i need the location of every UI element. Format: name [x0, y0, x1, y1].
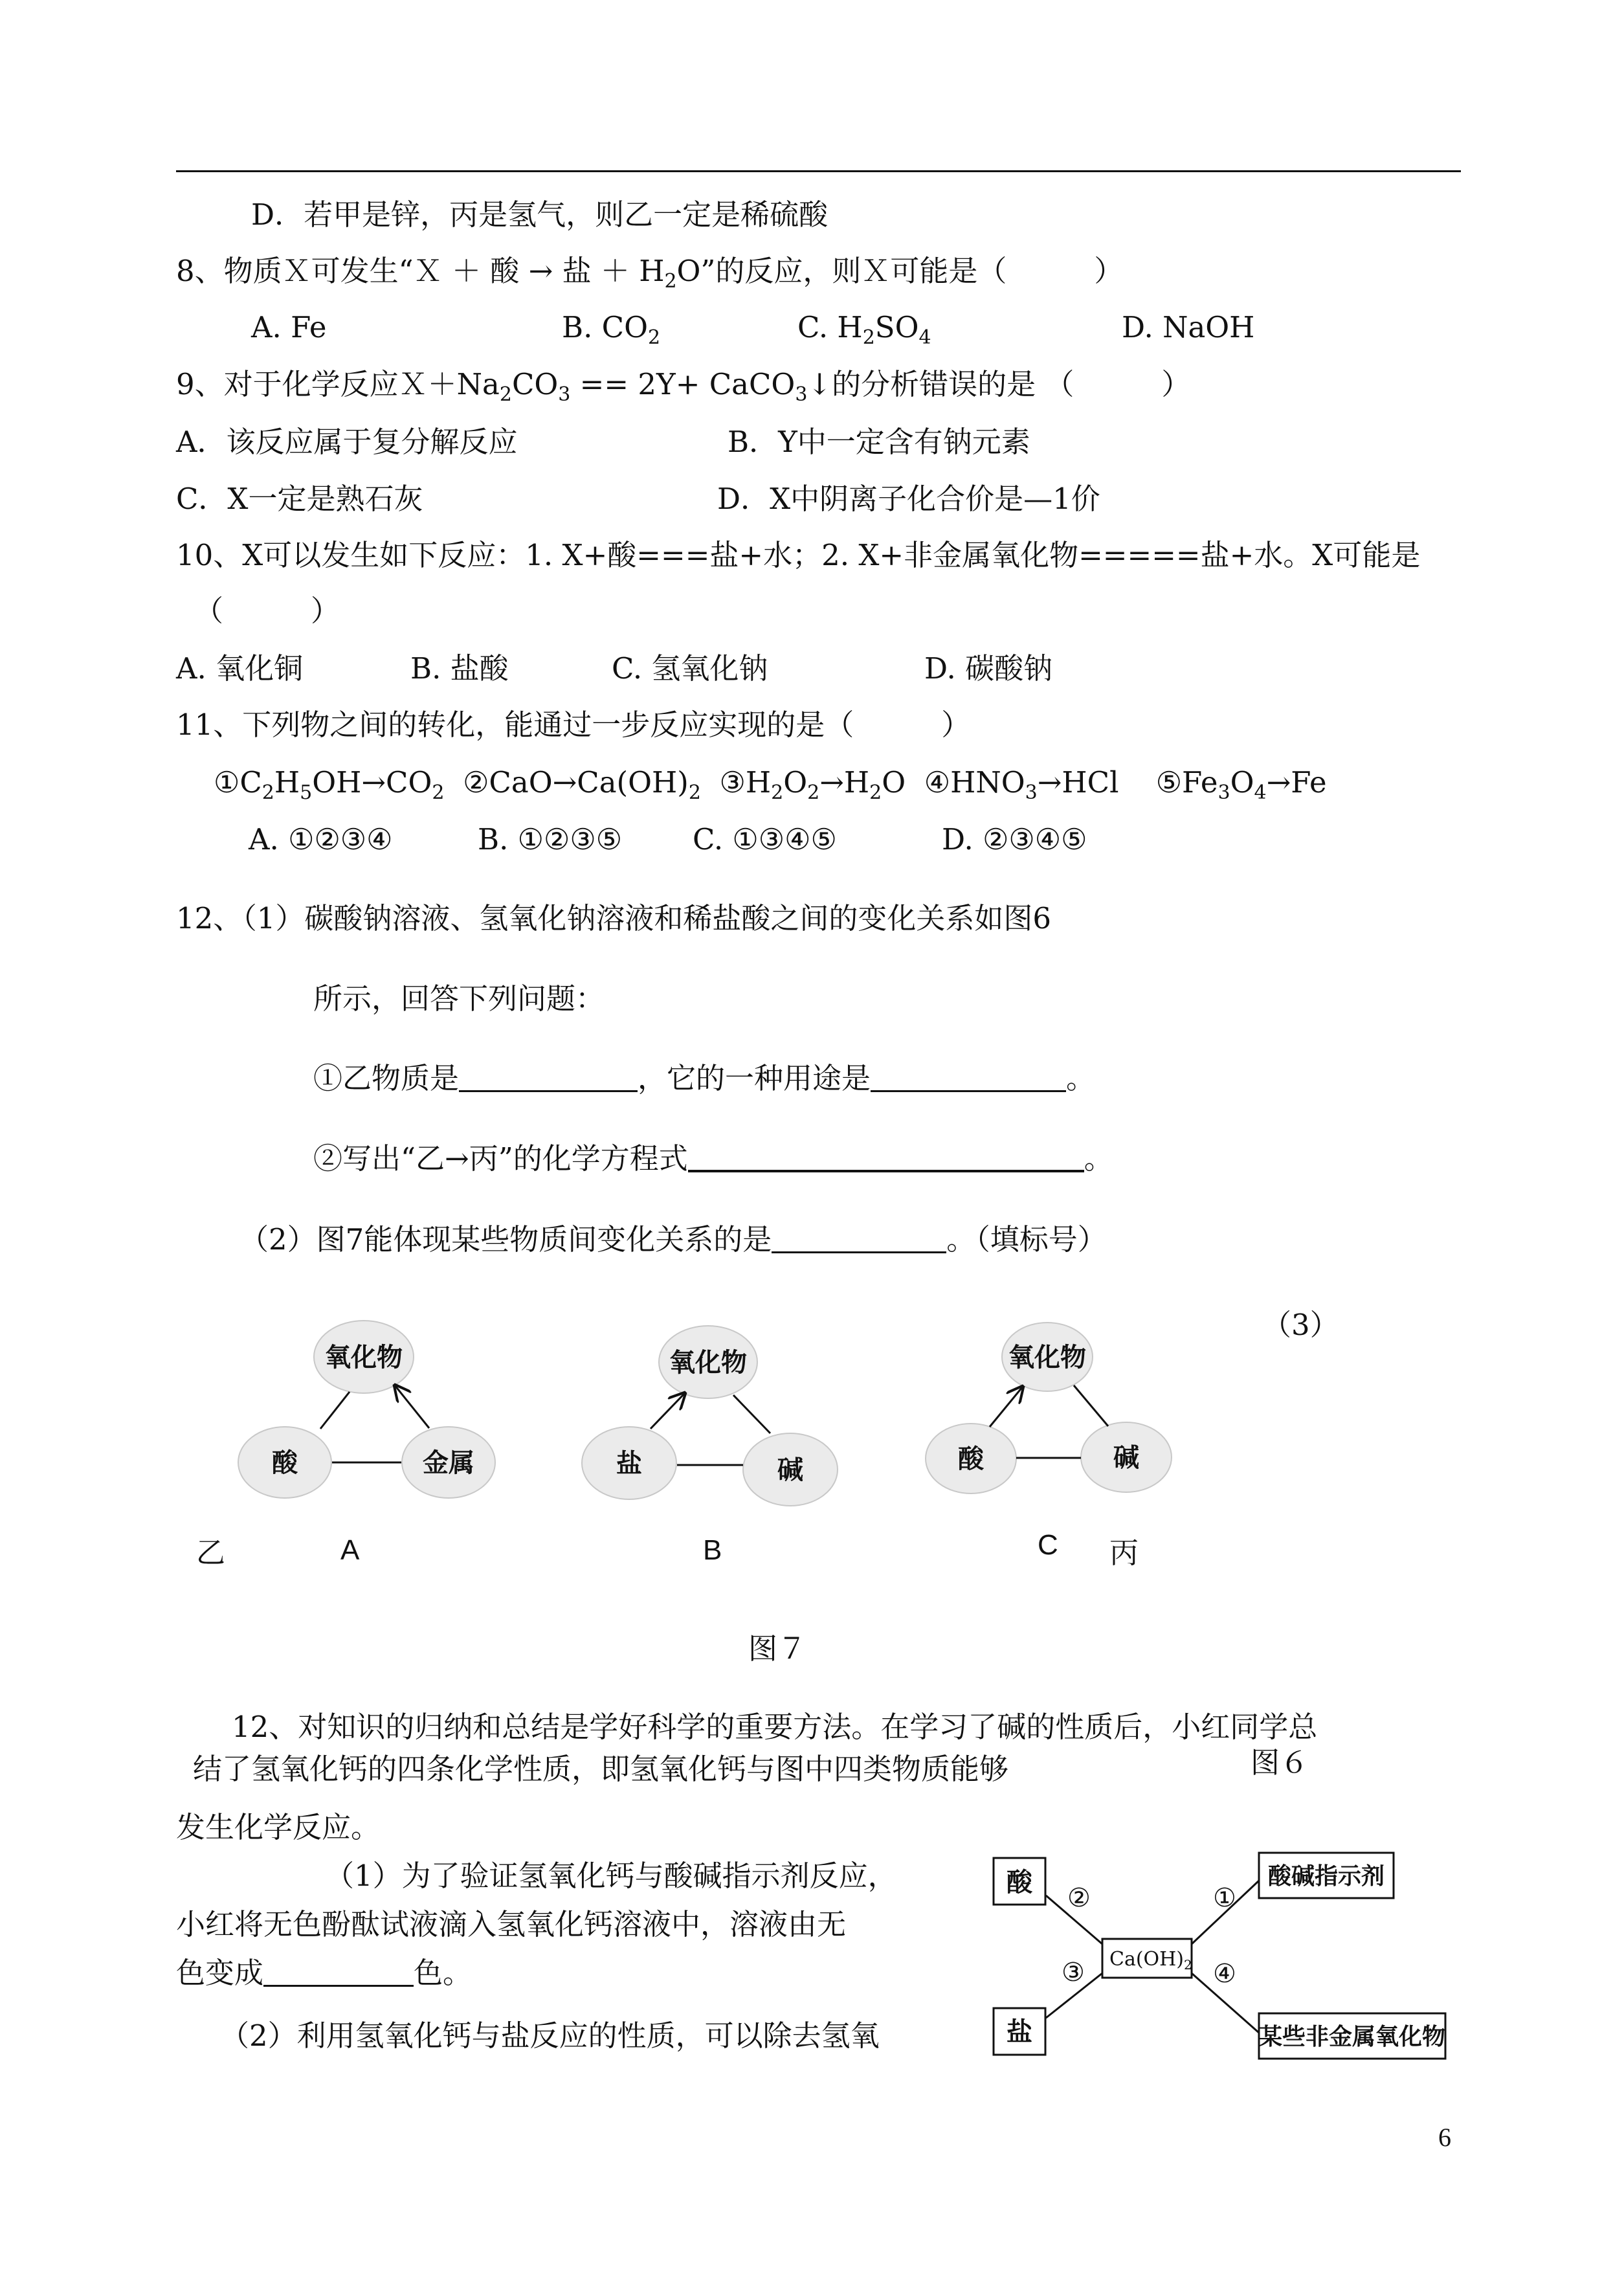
num-3: ③ [1062, 1958, 1085, 1987]
q8-stem: 8、物质Ｘ可发生“Ｘ ＋ 酸 → 盐 ＋ $H_2O$”的反应，则Ｘ可能是（ ） [176, 254, 1124, 293]
q9-option-d: D．X中阴离子化合价是—1价 [717, 482, 1100, 516]
q7-option-d: D．若甲是锌，丙是氢气，则乙一定是稀硫酸 [251, 197, 829, 232]
q12b-p1: 12、对知识的归纳和总结是学好科学的重要方法。在学习了碱的性质后，小红同学总 [232, 1710, 1318, 1744]
q11-option-d: D. ②③④⑤ [942, 822, 1087, 856]
q12b-p5: 小红将无色酚酞试液滴入氢氧化钙溶液中，溶液由无 [176, 1907, 847, 1941]
fig7b-top-label: 氧化物 [669, 1348, 747, 1378]
q12-part3-label: （3） [1262, 1308, 1339, 1342]
fig7a-top-label: 氧化物 [325, 1343, 403, 1372]
q12-blank-line-2: ②写出“乙→丙”的化学方程式 。 [313, 1141, 1113, 1176]
fig7a-right-label: 金属 [423, 1448, 474, 1478]
q9-option-c: C．X一定是熟石灰 [176, 482, 423, 516]
num-2: ② [1067, 1883, 1091, 1913]
q12b-p4: （1）为了验证氢氧化钙与酸碱指示剂反应， [325, 1859, 897, 1893]
q9-option-a: A．该反应属于复分解反应 [176, 425, 518, 459]
q12b-p6: 色变成 色。 [176, 1956, 473, 1990]
fig7c-caption: C [1038, 1529, 1058, 1561]
figure-7-caption: 图７ [748, 1631, 807, 1666]
fig7a-left-label: 酸 [272, 1448, 298, 1478]
q11-option-b: B. ①②③⑤ [478, 822, 623, 856]
q10-option-c: C. 氢氧化钠 [612, 651, 768, 686]
label-bing: 丙 [1109, 1536, 1139, 1570]
fig7b-caption: B [703, 1534, 722, 1566]
q10-option-a: A. 氧化铜 [176, 651, 304, 686]
q10-stem: 10、X可以发生如下反应：1. X+酸===盐+水；2. X+非金属氧化物=====盐+水。X可能是 [176, 538, 1421, 572]
fig7b-left-label: 盐 [616, 1449, 642, 1479]
fig7a-caption: A [340, 1534, 360, 1566]
q11-stem: 11、下列物之间的转化，能通过一步反应实现的是（ ） [176, 708, 971, 742]
q10-option-d: D. 碳酸钠 [924, 651, 1053, 686]
num-4: ④ [1213, 1959, 1236, 1989]
q11-option-c: C. ①③④⑤ [693, 822, 837, 856]
indicator-label: 酸碱指示剂 [1267, 1863, 1385, 1890]
q9-option-b: B．Y中一定含有钠元素 [728, 425, 1030, 459]
q12b-p2: 结了氢氧化钙的四条化学性质，即氢氧化钙与图中四类物质能够 [193, 1752, 1009, 1786]
q12-part1-cont: 所示，回答下列问题： [313, 981, 605, 1016]
figure-6-caption: 图６ [1251, 1745, 1309, 1780]
fig7c-right-label: 碱 [1113, 1443, 1139, 1473]
center-label: $Ca(OH)_2$ [1109, 1948, 1192, 1973]
q12b-p3: 发生化学反应。 [176, 1810, 381, 1844]
q11-option-a: A. ①②③④ [249, 822, 393, 856]
q11-items: $①C_2H_5OH\to CO_2$ $②CaO\to Ca(OH)_2$ $③H_2O_2\to H_2O$ $④HNO_3\to HCl$ $⑤Fe_3O_4\to Fe$ [214, 765, 1327, 804]
num-1: ① [1213, 1883, 1236, 1913]
fig7c-top-label: 氧化物 [1008, 1343, 1086, 1372]
salt-label: 盐 [1007, 2017, 1032, 2047]
arrow-icon: → [528, 254, 553, 288]
q9-stem: 9、对于化学反应$X+Na_2CO_3 == 2Y+$ CaCO$_3$↓的分析错误的是 （ ） [176, 367, 1191, 406]
nonmetal-label: 某些非金属氧化物 [1258, 2024, 1446, 2050]
acid-label: 酸 [1007, 1868, 1032, 1897]
fig7b-right-label: 碱 [777, 1455, 803, 1485]
q10-option-b: B. 盐酸 [410, 651, 509, 686]
q8-option-a: A. Fe [251, 310, 327, 344]
page-number: 6 [1438, 2123, 1451, 2152]
q10-answer-paren: （ ） [194, 594, 340, 628]
label-yi: 乙 [196, 1536, 226, 1570]
q12b-p7: （2）利用氢氧化钙与盐反应的性质，可以除去氢氧 [220, 2019, 880, 2053]
q8-option-c: C. $H_2SO_4$ [797, 310, 931, 349]
q12-blank-line-1: ①乙物质是 ，它的一种用途是 。 [313, 1061, 1096, 1095]
q8-option-d: D. NaOH [1122, 310, 1255, 344]
q8-option-b: B. $CO_2$ [562, 310, 661, 349]
q12-part2: （2）图7能体现某些物质间变化关系的是 。（填标号） [239, 1222, 1107, 1257]
q12-part1-stem: 12、（1）碳酸钠溶液、氢氧化钠溶液和稀盐酸之间的变化关系如图6 [176, 901, 1052, 935]
fig7c-left-label: 酸 [958, 1444, 984, 1474]
